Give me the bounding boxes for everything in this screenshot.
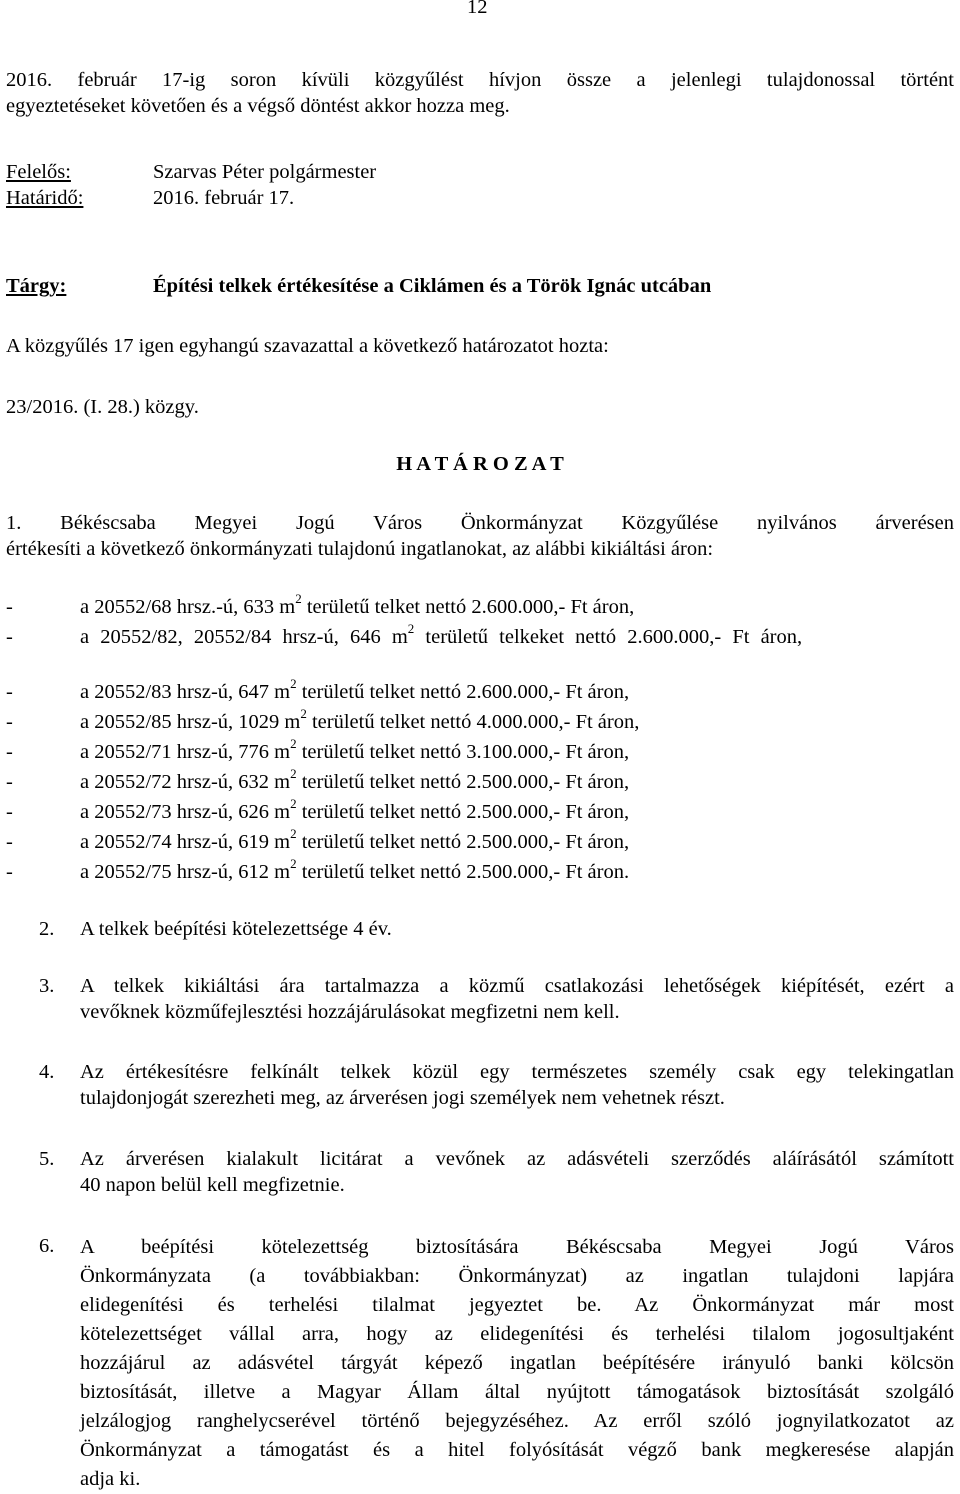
point-1-number: 1. <box>6 512 22 534</box>
deadline-label: Határidő: <box>6 187 84 209</box>
lot-sup: 2 <box>290 676 297 692</box>
point-2-text: A telkek beépítési kötelezettsége 4 év. <box>80 918 392 940</box>
list-dash: - <box>6 741 13 763</box>
point-6-last-line: adja ki. <box>80 1468 141 1490</box>
lot-text-end: területű telket nettó 2.500.000,- Ft áron, <box>296 771 630 793</box>
point-6-line: jelzálogjog ranghelycserével történő bejegyzéséhez. Az erről szóló jognyilatkozatot az <box>80 1410 954 1432</box>
lot-text-end: területű telkeket nettó 2.600.000,- Ft áron, <box>414 626 803 648</box>
point-1-line-1: Békéscsaba Megyei Jogú Város Önkormányzat Közgyűlése nyilvános árverésen <box>60 512 954 534</box>
list-dash: - <box>6 831 13 853</box>
subject-value: Építési telkek értékesítése a Ciklámen és a Török Ignác utcában <box>153 275 712 297</box>
point-6-number: 6. <box>39 1235 55 1257</box>
page-number: 12 <box>467 0 488 18</box>
vote-text-line: A közgyűlés 17 igen egyhangú szavazattal a következő határozatot hozta: <box>6 335 609 357</box>
point-6-line: Önkormányzata (a továbbiakban: Önkormányzat) az ingatlan tulajdoni lapjára <box>80 1265 954 1287</box>
lot-text-end: területű telket nettó 2.500.000,- Ft áron, <box>296 801 630 823</box>
list-dash: - <box>6 711 13 733</box>
point-2-number: 2. <box>39 918 55 940</box>
lot-text: a 20552/83 hrsz-ú, 647 m <box>80 681 291 703</box>
list-dash: - <box>6 596 13 618</box>
responsible-value: Szarvas Péter polgármester <box>153 161 377 183</box>
lot-text: a 20552/71 hrsz-ú, 776 m <box>80 741 291 763</box>
resolution-number-text: 23/2016. (I. 28.) közgy. <box>6 396 199 418</box>
list-dash: - <box>6 626 13 648</box>
list-dash: - <box>6 801 13 823</box>
responsible-row <box>6 159 954 185</box>
point-6-line: A beépítési kötelezettség biztosítására Békéscsaba Megyei Jogú Város <box>80 1236 954 1258</box>
point-1-line-2: értékesíti a következő önkormányzati tulajdonú ingatlanokat, az alábbi kikiáltási áron: <box>6 538 714 560</box>
point-3-number: 3. <box>39 975 55 997</box>
resolution-number <box>6 394 954 420</box>
lot-text: a 20552/73 hrsz-ú, 626 m <box>80 801 291 823</box>
list-dash: - <box>6 681 13 703</box>
deadline-value: 2016. február 17. <box>153 187 295 209</box>
lot-sup: 2 <box>290 766 297 782</box>
lot-text-end: területű telket nettó 2.600.000,- Ft áron, <box>296 681 630 703</box>
resolution-heading <box>6 451 954 477</box>
lot-text-end: területű telket nettó 3.100.000,- Ft áron, <box>296 741 630 763</box>
lot-sup: 2 <box>295 591 302 607</box>
point-4-number: 4. <box>39 1061 55 1083</box>
point-6-line: kötelezettséget vállal arra, hogy az elidegenítési és terhelési tilalom jogosultjaként <box>80 1323 954 1345</box>
lot-text-end: területű telket nettó 4.000.000,- Ft áron, <box>306 711 640 733</box>
lot-text: a 20552/72 hrsz-ú, 632 m <box>80 771 291 793</box>
lot-text-end: területű telket nettó 2.500.000,- Ft áron, <box>296 831 630 853</box>
point-5-number: 5. <box>39 1148 55 1170</box>
vote-text <box>6 333 954 359</box>
lot-sup: 2 <box>290 736 297 752</box>
point-6-line: biztosítását, illetve a Magyar Állam által nyújtott támogatások biztosítását szolgáló <box>80 1381 954 1403</box>
point-5-line-1: Az árverésen kialakult licitárat a vevőnek az adásvételi szerződés aláírásától számított <box>80 1148 954 1170</box>
deadline-row <box>6 185 954 211</box>
point-3-line-2: vevőknek közműfejlesztési hozzájárulásokat megfizetni nem kell. <box>80 1001 620 1023</box>
intro-line-1: 2016. február 17-ig soron kívüli közgyűlést hívjon össze a jelenlegi tulajdonossal történt <box>6 69 954 91</box>
lot-text: a 20552/75 hrsz-ú, 612 m <box>80 861 291 883</box>
lot-text-end: területű telket nettó 2.500.000,- Ft áron. <box>296 861 630 883</box>
point-5-line-2: 40 napon belül kell megfizetnie. <box>80 1174 345 1196</box>
point-1 <box>6 510 954 562</box>
lot-sup: 2 <box>290 856 297 872</box>
lot-text: a 20552/85 hrsz-ú, 1029 m <box>80 711 301 733</box>
intro-paragraph <box>6 67 954 119</box>
point-6-line: hozzájárul az adásvétel tárgyát képező ingatlan beépítésére irányuló banki kölcsön <box>80 1352 954 1374</box>
lot-sup: 2 <box>407 621 415 637</box>
list-dash: - <box>6 861 13 883</box>
point-6-line: elidegenítési és terhelési tilalmat jegyeztet be. Az Önkormányzat már most <box>80 1294 954 1316</box>
lot-text: a 20552/82, 20552/84 hrsz-ú, 646 m <box>80 626 408 648</box>
lot-text: a 20552/74 hrsz-ú, 619 m <box>80 831 291 853</box>
point-3-line-1: A telkek kikiáltási ára tartalmazza a közmű csatlakozási lehetőségek kiépítését, ezért a <box>80 975 954 997</box>
lot-sup: 2 <box>290 796 297 812</box>
lot-sup: 2 <box>300 706 307 722</box>
subject-row <box>6 273 954 299</box>
lot-text: a 20552/68 hrsz.-ú, 633 m <box>80 596 296 618</box>
subject-label: Tárgy: <box>6 275 67 297</box>
lot-sup: 2 <box>290 826 297 842</box>
point-4-line-2: tulajdonjogát szerezheti meg, az árverésen jogi személyek nem vehetnek részt. <box>80 1087 725 1109</box>
resolution-heading-text: H A T Á R O Z A T <box>396 453 564 475</box>
point-4-line-1: Az értékesítésre felkínált telkek közül egy természetes személy csak egy telekingatlan <box>80 1061 954 1083</box>
lot-text-end: területű telket nettó 2.600.000,- Ft áron, <box>301 596 635 618</box>
point-6-line: Önkormányzat a támogatást és a hitel folyósítását végző bank megkeresése alapján <box>80 1439 954 1461</box>
list-dash: - <box>6 771 13 793</box>
intro-line-2: egyeztetéseket követően és a végső döntést akkor hozza meg. <box>6 95 510 117</box>
responsible-label: Felelős: <box>6 161 71 183</box>
